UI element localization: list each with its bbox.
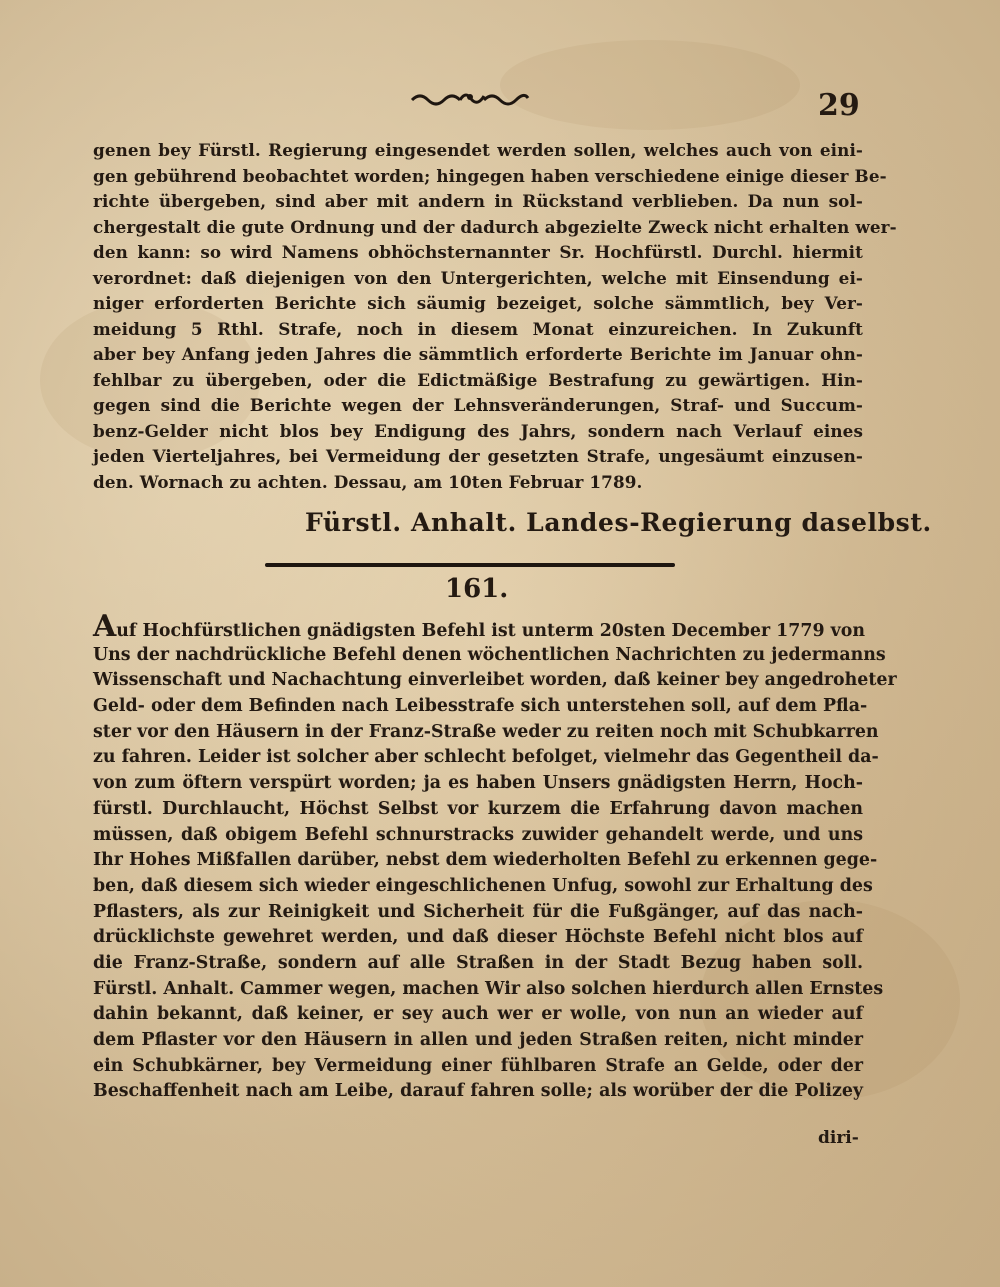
text-line: dem Pflaster vor den Häusern in allen und jeden Straßen reiten, nicht minder [93, 1030, 863, 1050]
text-line: Uns der nachdrückliche Befehl denen wöchentlichen Nachrichten zu jedermanns [93, 644, 886, 665]
text-line: Geld- oder dem Befinden nach Leibesstrafe sich unterstehen soll, auf dem Pfla- [93, 696, 868, 717]
text-line: verordnet: daß diejenigen von den Untergerichten, welche mit Einsendung ei- [93, 267, 863, 288]
printers-ornament [410, 88, 530, 106]
text-line: aber bey Anfang jeden Jahres die sämmtlich erforderte Berichte im Januar ohn- [93, 344, 863, 364]
text-line: jeden Vierteljahres, bei Vermeidung der gesetzten Strafe, ungesäumt einzusen- [93, 446, 863, 466]
text-line: benz-Gelder nicht blos bey Endigung des Jahrs, sondern nach Verlauf eines [93, 420, 863, 441]
catchword: diri- [818, 1128, 859, 1148]
text-line: dahin bekannt, daß keiner, er sey auch wer er wolle, von nun an wieder auf [93, 1004, 863, 1025]
text-line: Pflasters, als zur Reinigkeit und Sicherheit für die Fußgänger, auf das nach- [93, 901, 863, 922]
text-line: den. Wornach zu achten. Dessau, am 10ten Februar 1789. [93, 471, 643, 492]
first-line-text: uf Hochfürstlichen gnädigsten Befehl ist unterm 20sten December 1779 von [116, 621, 865, 641]
notice-1-body [93, 138, 897, 495]
text-line: Ihr Hohes Mißfallen darüber, nebst dem wiederholten Befehl zu erkennen gege- [93, 850, 878, 871]
text-line: niger erforderten Berichte sich säumig bezeiget, solche sämmtlich, bey Ver- [93, 293, 863, 313]
text-line: chergestalt die gute Ordnung und der dadurch abgezielte Zweck nicht erhalten wer- [93, 216, 897, 237]
text-line: Fürstl. Anhalt. Cammer wegen, machen Wir also solchen hierdurch allen Ernstes [93, 978, 884, 999]
section-divider [265, 563, 675, 567]
text-line: fürstl. Durchlaucht, Höchst Selbst vor kurzem die Erfahrung davon machen [93, 798, 863, 819]
text-line: gen gebührend beobachtet worden; hingegen haben verschiedene einige dieser Be- [93, 165, 887, 186]
text-line: den kann: so wird Namens obhöchsternannter Sr. Hochfürstl. Durchl. hiermit [93, 242, 863, 262]
text-line: Beschaffenheit nach am Leibe, darauf fahren solle; als worüber der die Polizey [93, 1081, 863, 1102]
paper-stain [500, 40, 800, 130]
text-line: richte übergeben, sind aber mit andern in Rückstand verblieben. Da nun sol- [93, 191, 863, 211]
page-number: 29 [818, 88, 860, 123]
text-line: genen bey Fürstl. Regierung eingesendet werden sollen, welches auch von eini- [93, 140, 863, 160]
text-line: zu fahren. Leider ist solcher aber schlecht befolget, vielmehr das Gegentheil da- [93, 747, 879, 768]
text-line: ben, daß diesem sich wieder eingeschlichenen Unfug, sowohl zur Erhaltung des [93, 875, 873, 896]
text-line: ster vor den Häusern in der Franz-Straße weder zu reiten noch mit Schubkarren [93, 721, 879, 742]
text-line: meidung 5 Rthl. Strafe, noch in diesem Monat einzureichen. In Zukunft [93, 318, 863, 339]
notice-1-signature: Fürstl. Anhalt. Landes-Regierung daselbst. [305, 508, 932, 537]
text-line: ein Schubkärner, bey Vermeidung einer fühlbaren Strafe an Gelde, oder der [93, 1055, 863, 1076]
text-line: Wissenschaft und Nachachtung einverleibet worden, daß keiner bey angedroheter [93, 670, 897, 691]
text-line: die Franz-Straße, sondern auf alle Straßen in der Stadt Bezug haben soll. [93, 952, 863, 973]
text-line [93, 609, 865, 644]
text-line: gegen sind die Berichte wegen der Lehnsveränderungen, Straf- und Succum- [93, 395, 863, 415]
notice-2-body [93, 609, 897, 1105]
notice-2-number: 161. [445, 574, 509, 604]
text-line: müssen, daß obigem Befehl schnurstracks zuwider gehandelt werde, und uns [93, 824, 863, 845]
drop-capital: A [93, 609, 117, 644]
text-line: drücklichste gewehret werden, und daß dieser Höchste Befehl nicht blos auf [93, 927, 863, 948]
text-line: von zum öftern verspürt worden; ja es haben Unsers gnädigsten Herrn, Hoch- [93, 773, 863, 794]
text-line: fehlbar zu übergeben, oder die Edictmäßige Bestrafung zu gewärtigen. Hin- [93, 369, 863, 390]
